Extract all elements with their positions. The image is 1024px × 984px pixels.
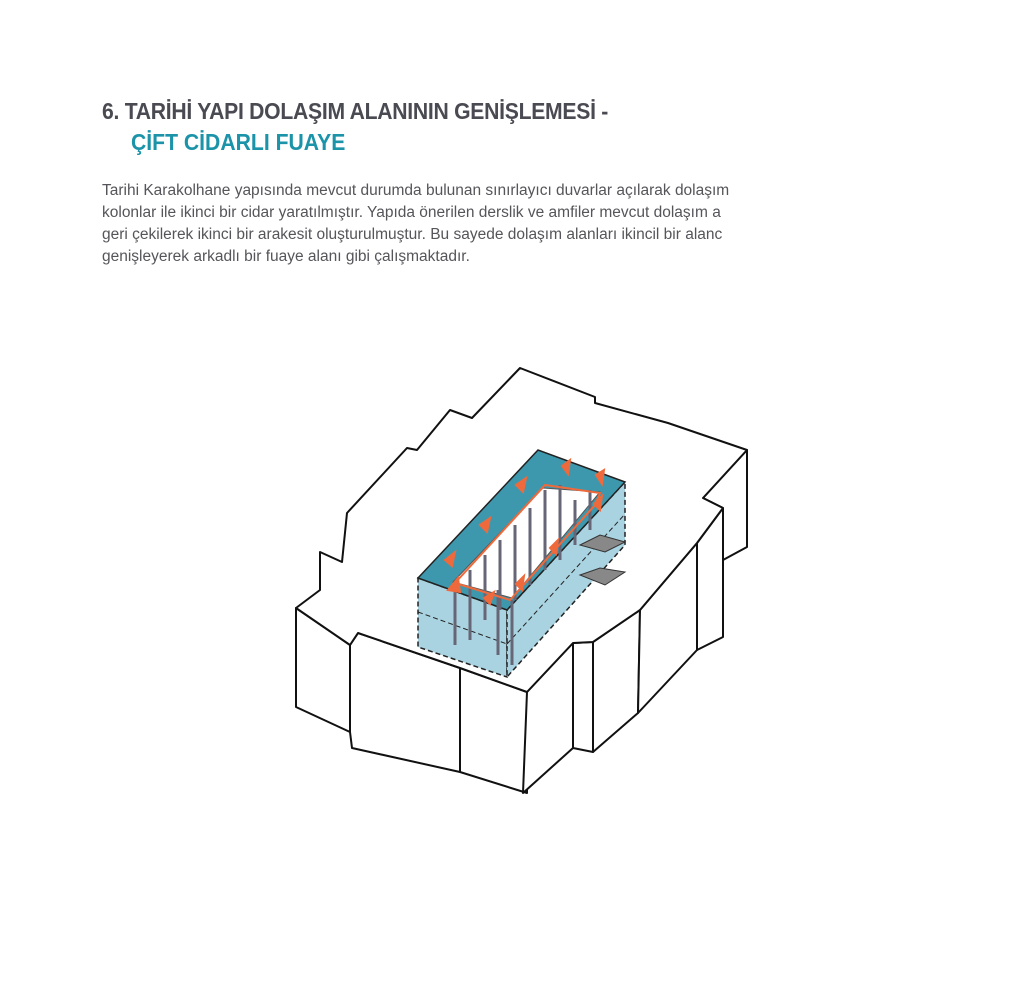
paragraph-line: genişleyerek arkadlı bir fuaye alanı gibi çalışmaktadır.: [102, 248, 470, 265]
block-face: [573, 642, 593, 752]
section-title: 6. TARİHİ YAPI DOLAŞIM ALANININ GENİŞLEMESİ -: [102, 98, 609, 124]
section-subtitle: ÇİFT CİDARLI FUAYE: [131, 129, 346, 155]
paragraph-line: Tarihi Karakolhane yapısında mevcut durumda bulunan sınırlayıcı duvarlar açılarak dolaşım: [102, 182, 730, 199]
paragraph-line: kolonlar ile ikinci bir cidar yaratılmıştır. Yapıda önerilen derslik ve amfiler mevcut dolaşım a: [102, 204, 721, 221]
paragraph-line: geri çekilerek ikinci bir arakesit oluşturulmuştur. Bu sayede dolaşım alanları ikincil bir alanc: [102, 226, 723, 243]
